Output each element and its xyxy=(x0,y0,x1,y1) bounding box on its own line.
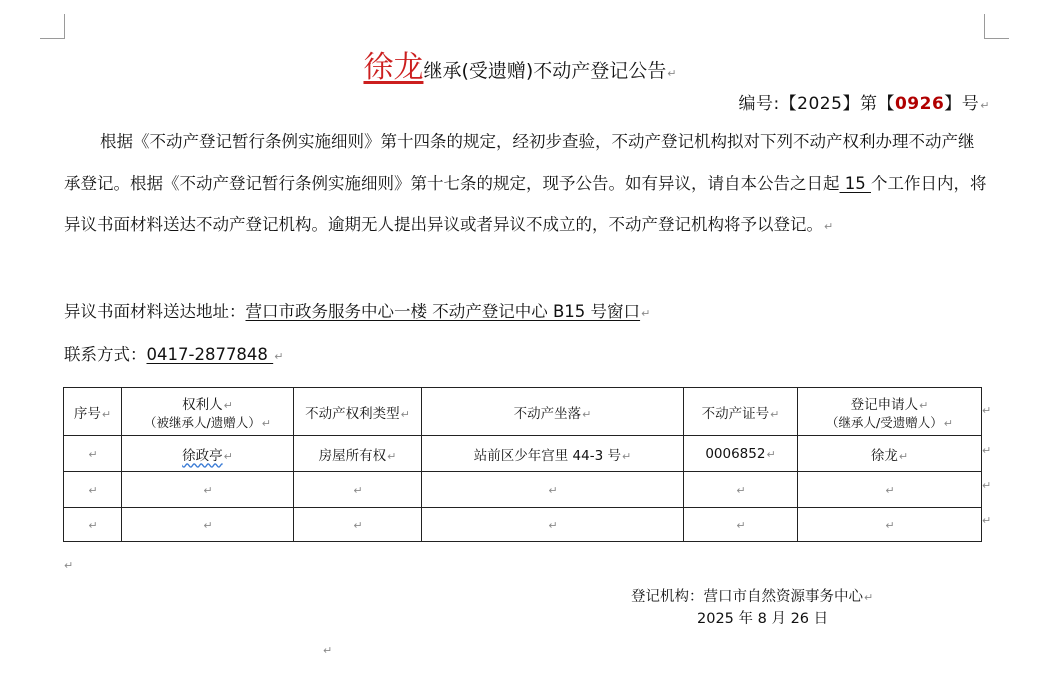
page-corner-top-right xyxy=(984,14,1009,39)
cell-cert: 0006852↵ xyxy=(684,436,798,472)
cell-applicant: 徐龙↵ xyxy=(798,436,982,472)
paragraph-mark-icon: ↵ xyxy=(274,350,284,363)
address-value: 营口市政务服务中心一楼 不动产登记中心 B15 号窗口 xyxy=(245,302,641,321)
number-value: 0926 xyxy=(894,94,945,114)
body-days: 15 xyxy=(839,173,871,193)
cell-applicant: ↵ xyxy=(798,508,982,542)
header-holder: 权利人↵ （被继承人/遗赠人）↵ xyxy=(122,388,294,436)
cell-seq: ↵ xyxy=(64,436,122,472)
cell-seq: ↵ xyxy=(64,472,122,508)
cell-cert: ↵ xyxy=(684,472,798,508)
page-corner-top-left xyxy=(40,14,65,39)
property-table xyxy=(63,387,982,542)
paragraph-mark-icon: ↵ xyxy=(64,559,74,572)
cell-type: ↵ xyxy=(294,472,422,508)
cell-seq: ↵ xyxy=(64,508,122,542)
contact-label: 联系方式： xyxy=(64,345,147,364)
number-suffix: 】号 xyxy=(944,94,980,114)
paragraph-mark-icon: ↵ xyxy=(980,99,990,112)
body-text-part2: 个工作日内，将异议书面材料送达不动产登记机构。逾期无人提出异议或者异议不成立的，不动产登记机构将予以登记。 xyxy=(64,173,987,234)
body-text-part1: 根据《不动产登记暂行条例实施细则》第十四条的规定，经初步查验，不动产登记机构拟对下列不动产权利办理不动产继承登记。根据《不动产登记暂行条例实施细则》第十七条的规定，现予公告。如有异议，请自本公告之日起 xyxy=(64,132,975,193)
header-cert: 不动产证号↵ xyxy=(684,388,798,436)
cell-holder: ↵ xyxy=(122,472,294,508)
objection-address xyxy=(64,298,650,322)
cell-location: 站前区少年宫里 44-3 号↵ xyxy=(422,436,684,472)
title-text: 继承(受遗赠)不动产登记公告 xyxy=(423,60,667,82)
document-title xyxy=(0,42,1040,86)
notice-body xyxy=(64,121,988,248)
header-applicant: 登记申请人↵ （继承人/受遗赠人）↵ xyxy=(798,388,982,436)
cell-holder: ↵ xyxy=(122,508,294,542)
cell-cert: ↵ xyxy=(684,508,798,542)
cell-holder: 徐政亭↵ xyxy=(122,436,294,472)
title-name: 徐龙 xyxy=(363,50,424,85)
paragraph-mark-icon: ↵ xyxy=(667,67,677,80)
paragraph-mark-icon: ↵ xyxy=(323,644,333,657)
contact-value: 0417-2877848 xyxy=(146,345,274,364)
paragraph-mark-icon: ↵ xyxy=(824,220,834,233)
row-end-mark-icon: ↵ xyxy=(982,479,992,492)
row-end-mark-icon: ↵ xyxy=(982,514,992,527)
address-label: 异议书面材料送达地址： xyxy=(64,302,246,321)
cell-type: 房屋所有权↵ xyxy=(294,436,422,472)
cell-location: ↵ xyxy=(422,472,684,508)
row-end-mark-icon: ↵ xyxy=(982,404,992,417)
table-header-row xyxy=(64,388,982,436)
header-type: 不动产权利类型↵ xyxy=(294,388,422,436)
table-row xyxy=(64,436,982,472)
registration-agency: 登记机构：营口市自然资源事务中心↵ xyxy=(631,589,874,605)
header-location: 不动产坐落↵ xyxy=(422,388,684,436)
cell-applicant: ↵ xyxy=(798,472,982,508)
document-number xyxy=(738,89,990,114)
row-end-mark-icon: ↵ xyxy=(982,444,992,457)
notice-date: 2025 年 8 月 26 日 xyxy=(697,611,829,627)
number-prefix: 编号:【2025】第【 xyxy=(738,94,895,114)
cell-location: ↵ xyxy=(422,508,684,542)
table-row xyxy=(64,472,982,508)
contact-info xyxy=(64,341,283,365)
header-seq: 序号↵ xyxy=(64,388,122,436)
table-row xyxy=(64,508,982,542)
cell-type: ↵ xyxy=(294,508,422,542)
paragraph-mark-icon: ↵ xyxy=(641,307,651,320)
